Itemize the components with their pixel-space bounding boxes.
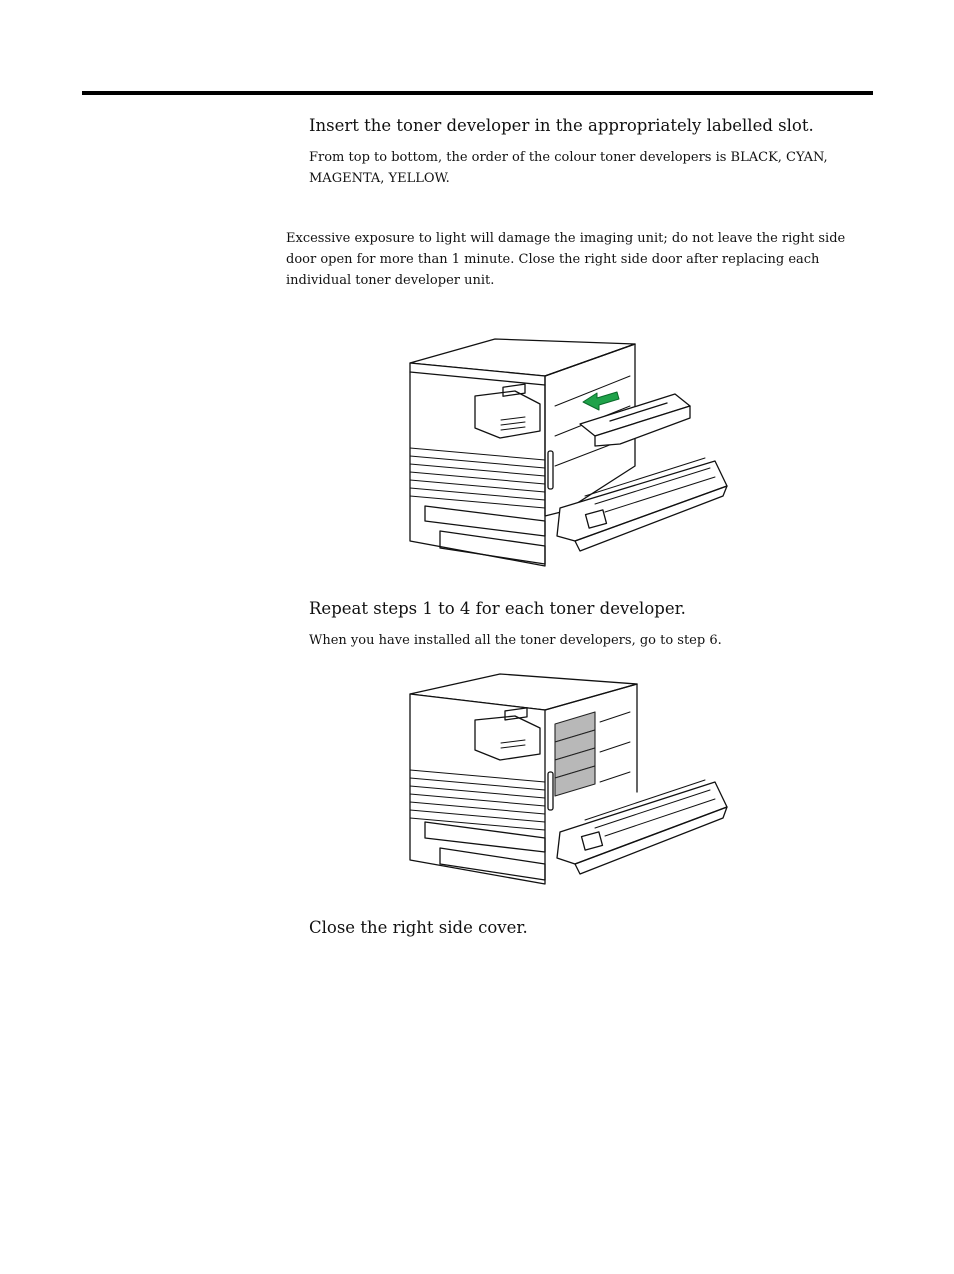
header-rule [82,91,873,95]
figure-insert-toner [405,336,730,572]
step-insert-title: Insert the toner developer in the appropriately labelled slot. [309,116,814,135]
caution-text: Excessive exposure to light will damage the imaging unit; do not leave the right side door open for more than 1 minute. Close the right side door after replacing each individual toner developer unit. [286,231,846,288]
step-repeat-title: Repeat steps 1 to 4 for each toner developer. [309,599,686,618]
step-close-title: Close the right side cover. [309,918,528,937]
step-repeat-note: When you have installed all the toner developers, go to step 6. [309,633,722,648]
step-insert-note: From top to bottom, the order of the colour toner developers is BLACK, CYAN, MAGENTA, YELLOW. [309,150,828,186]
figure-installed-toners [405,672,730,888]
